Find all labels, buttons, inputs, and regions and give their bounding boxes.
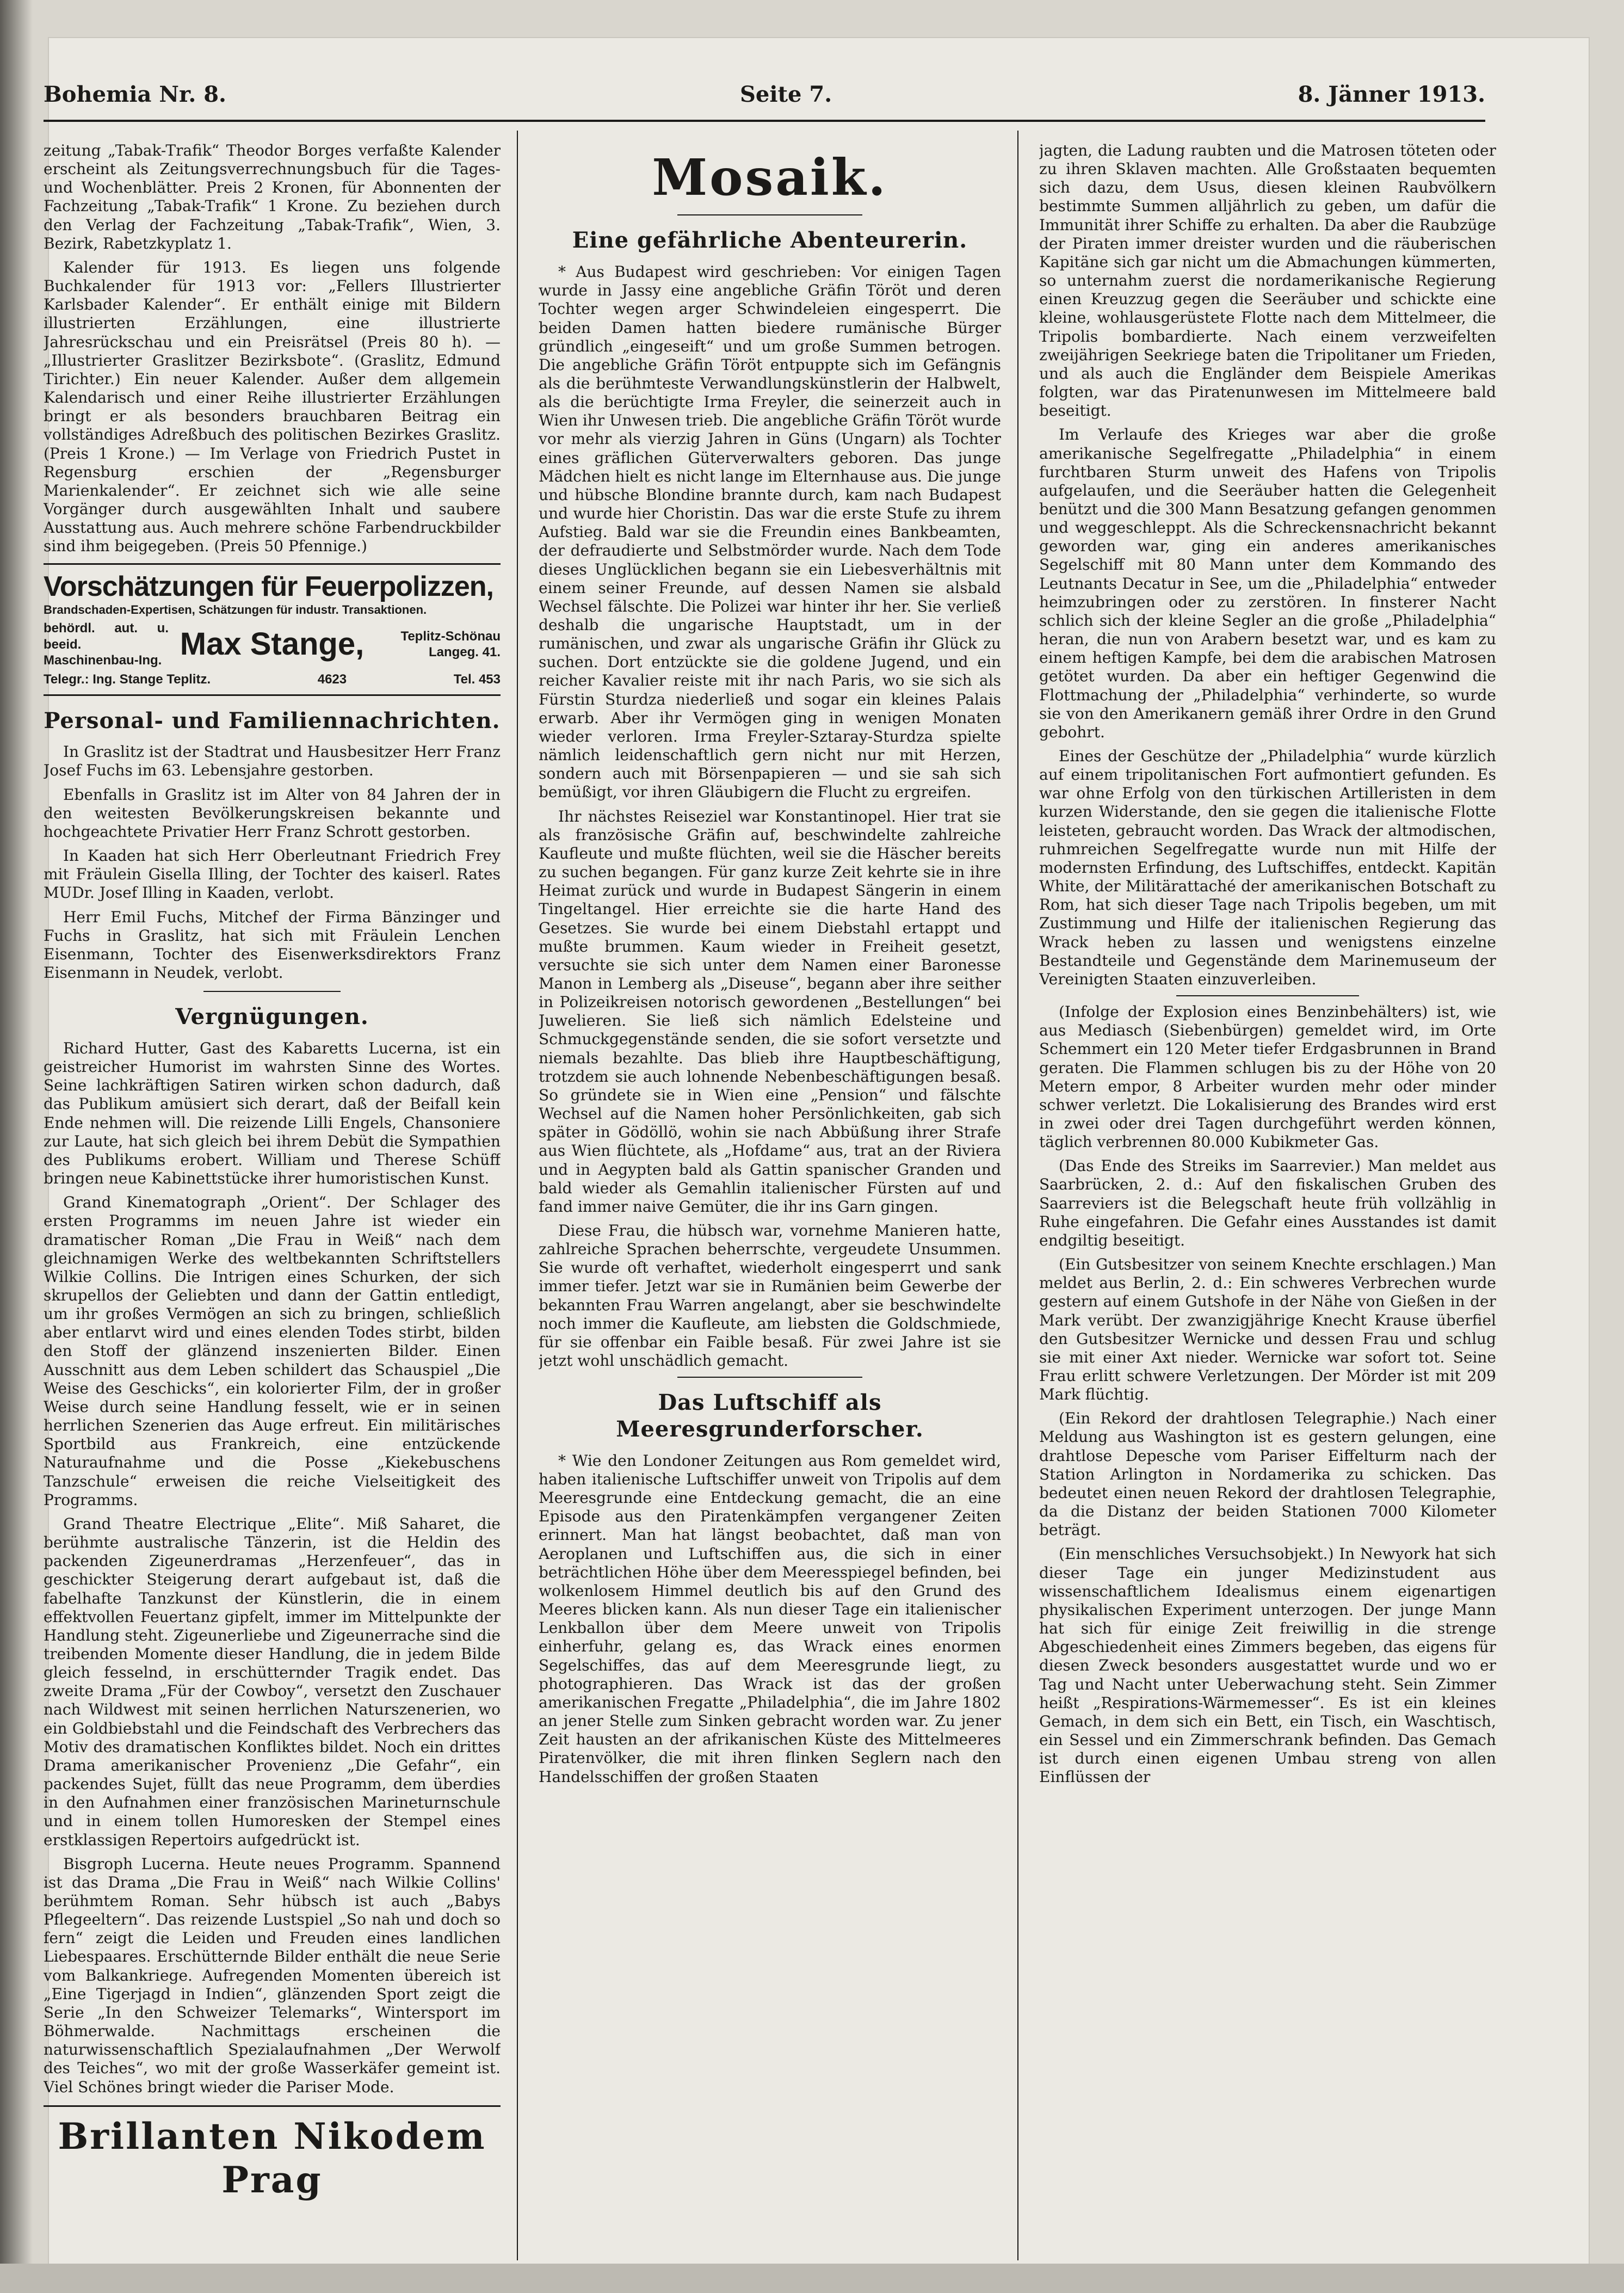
article-rule [1176,995,1359,996]
ad-feuer-number: 4623 [317,672,347,687]
article-paragraph: Ihr nächstes Reiseziel war Konstantinopel. Hier trat sie als französische Gräfin auf, beschwindelte zahlreiche Kaufleute und mußte flüchten, weil sie die Häscher bereits zu suchen begangen. Für ganz kurze Zeit kehrte sie in ihre Heimat zurück und wurde in Budapest Sängerin in einem Tingeltangel. Hier erreichte sie die harte Hand des Gesetzes. Sie wurde bei einem Diebstahl ertappt und mußte brummen. Kaum wieder in Freiheit gesetzt, versuchte sie sich unter dem Namen einer Baronesse Manon in Lemberg als „Diseuse“, begann aber ihre seither in Polizeikreisen notorisch gewordenen „Bestellungen“ bei Juwelieren. Sie ließ sich nämlich Edelsteine und Schmuckgegenstände senden, die sie sofort versetzte und niemals bezahlte. Das blieb ihre Hauptbeschäftigung, trotzdem sie auch lohnende Nebenbeschäftigungen besaß. So gründete sie in Wien eine „Pension“ und fälschte Wechsel auf die Namen hoher Persönlichkeiten, gab sich später in Gödöllö, wohin sie nach Abbüßung ihrer Strafe aus Wien flüchtete, als „Hofdame“ aus, trat an der Riviera und in Aegypten bald als Gattin spanischer Granden und bald wieder als Gemahlin italienischer Fürsten auf und fand immer naive Gemüter, die ihr ins Garn gingen. [539,807,1001,1216]
personal-item: In Kaaden hat sich Herr Oberleutnant Friedrich Frey mit Fräulein Gisella Illing, der Tochter des kaiserl. Rates MUDr. Josef Illing in Kaaden, verlobt. [44,847,501,902]
header-page-number: Seite 7. [740,82,832,107]
article-paragraph: Im Verlaufe des Krieges war aber die große amerikanische Segelfregatte „Philadelphia“ in einem furchtbaren Sturm unweit des Hafens von Tripolis aufgelaufen, und die Seeräuber hatten die Gelegenheit benützt und die 300 Mann Besatzung gefangen genommen und weggeschleppt. Als die Schreckensnachricht bekannt geworden war, ging ein anderes amerikanisches Segelschiff mit 80 Mann unter dem Kommando des Leutnants Decatur in See, um die „Philadelphia“ entweder heimzubringen oder zu zerstören. In finsterer Nacht schlich sich der kleine Segler an die große „Philadelphia“ heran, die nun von Arabern besetzt war, und es kam zu einem heftigen Kampfe, bei dem die arabischen Matrosen getötet wurden. Da aber ein heftiger Gegenwind die Flottmachung der „Philadelphia“ verhinderte, so wurde sie von den Amerikanern gemäß ihrer Ordre in den Grund gebohrt. [1039,426,1496,741]
title-rule [677,214,862,215]
ad-feuer-row1 [44,620,501,668]
header-date: 8. Jänner 1913. [1298,82,1485,107]
article-paragraph: * Aus Budapest wird geschrieben: Vor einigen Tagen wurde in Jassy eine angebliche Gräfin Töröt und deren Tochter wegen arger Schwindeleien eingesperrt. Die beiden Damen hatten biedere rumänische Bürger gründlich „eingeseift“ und um große Summen betrogen. Die angebliche Gräfin Töröt entpuppte sich im Gefängnis als die berühmteste Verwandlungskünstlerin der Halbwelt, als die berüchtigte Irma Freyler, die seinerzeit auch in Wien ihr Unwesen trieb. Die angebliche Gräfin Töröt wurde vor mehr als vierzig Jahren in Güns (Ungarn) als Tochter eines gräflichen Güterverwalters geboren. Das junge Mädchen hielt es nicht lange im Elternhause aus. Die junge und hübsche Blondine brannte durch, kam nach Budapest und wurde hier Choristin. Das war die erste Stufe zu ihrem Aufstieg. Bald war sie die Freundin eines Bankbeamten, der defraudierte und Selbstmörder wurde. Nach dem Tode dieses Unglücklichen begann sie ein Liebesverhältnis mit einem seiner Freunde, auf dessen Namen sie alsbald Wechsel fälschte. Die Polizei war hinter ihr her. Sie verließ deshalb die ungarische Hauptstadt, um in der rumänischen, und zwar als ungarische Gräfin ihr Glück zu suchen. Dort entzückte sie die goldene Jugend, und ein reicher Kavalier reiste mit ihr nach Paris, wo sie sich als Fürstin Sturdza niederließ und sogar ein kleines Palais erwarb. Aber ihr Vermögen ging in wenigen Monaten wieder verloren. Irma Freyler-Sztaray-Sturdza spielte nämlich leidenschaftlich gern nicht nur mit Herzen, sondern auch mit Börsenpapieren — und sie sah sich bemüßigt, vor ihren Gläubigern die Flucht zu ergreifen. [539,263,1001,802]
ad-feuer-title: Vorschätzungen für Feuerpolizzen, [44,571,494,603]
article-paragraph: jagten, die Ladung raubten und die Matrosen töteten oder zu ihren Sklaven machten. Alle Großstaaten bequemten sich dazu, dem Usus, diesen kleinen Raubvölkern bestimmte Summen alljährlich zu geben, um dafür die Immunität ihrer Schiffe zu erhalten. Da aber die Raubzüge der Piraten immer dreister wurden und die räuberischen Kapitäne sich gar nicht um die Abmachungen kümmerten, so unternahm zuerst die nordamerikanische Regierung einen Kreuzzug gegen die Seeräuber und schickte eine kleine, wohlausgerüstete Flotte nach dem Mittelmeer, die Tripolis bombardierte. Nach einem verzweifelten zweijährigen Seekriege baten die Tripolitaner um Frieden, und als auch die Engländer dem Beispiele Amerikas folgten, war das Piratenunwesen im Mittelmeere bald beseitigt. [1039,141,1496,420]
vergnuegung-item: Richard Hutter, Gast des Kabaretts Lucerna, ist ein geistreicher Humorist im wahrsten Sinne des Wortes. Seine lachkräftigen Satiren wirken schon dadurch, daß das Publikum amüsiert sich derart, daß der Beifall kein Ende nehmen will. Die reizende Lilli Engels, Chansoniere zur Laute, hat sich gleich bei ihrem Debüt die Sympathien des Publikums erobert. William und Therese Schüff bringen neue Kabinettstücke ihrer humoristischen Kunst. [44,1039,501,1188]
ad-brillanten: Brillanten Nikodem Prag [44,2105,501,2202]
column-divider [1017,131,1018,2260]
section-title-vergnuegungen: Vergnügungen. [175,1004,369,1030]
personal-item: Herr Emil Fuchs, Mitchef der Firma Bänzinger und Fuchs in Graslitz, hat sich mit Fräulein Lenchen Eisenmann, Tochter des Eisenwerksdirektors Franz Eisenmann in Neudek, verlobt. [44,908,501,982]
page-gutter-shadow [0,0,33,2293]
news-note: (Ein Rekord der drahtlosen Telegraphie.) Nach einer Meldung aus Washington ist es gestern gelungen, eine drahtlose Depesche vom Pariser Eiffelturm nach der Station Arlington in Nordamerika zu schicken. Das bedeutet einen neuen Rekord der drahtlosen Telegraphie, da die Distanz der beiden Stationen 7000 Kilometer beträgt. [1039,1409,1496,1539]
ad-feuer-telegram: Telegr.: Ing. Stange Teplitz. [44,672,211,687]
article-title-abenteurerin: Eine gefährliche Abenteurerin. [572,227,968,254]
ad-feuer-phone: Tel. 453 [453,672,501,687]
header-rule [44,120,1485,122]
ad-feuer-address: Teplitz-Schönau Langeg. 41. [400,629,501,660]
ad-feuer-row2 [44,671,501,687]
tabak-kalender-text: zeitung „Tabak-Trafik“ Theodor Borges verfaßte Kalender erscheint als Zeitungsverrechnungsbuch für die Tages- und Wochenblätter. Preis 2 Kronen, für Abonnenten der Fachzeitung „Tabak-Trafik“ 1 Krone. Zu beziehen durch den Verlag der Fachzeitung „Tabak-Trafik“, Wien, 3. Bezirk, Rabetzkyplatz 1. [44,141,501,252]
vergnuegung-item: Bisgroph Lucerna. Heute neues Programm. Spannend ist das Drama „Die Frau in Weiß“ nach Wilkie Collins' berühmtem Roman. Sehr hübsch ist auch „Babys Pflegeeltern“. Das reizende Lustspiel „So nah und doch so fern“ zeigt die Leiden und Freuden eines landlichen Liebespaares. Erschütternde Bilder enthält die neue Serie vom Balkankriege. Aufregenden Momenten übereich ist „Eine Tigerjagd in Indien“, glänzenden Sport zeigt die Serie „In den Schweizer Telemarks“, Wintersport im Böhmerwalde. Nachmittags erscheinen die naturwissenschaftlich Spezialaufnahmen „Der Werwolf des Teiches“, wo mit der große Wasserkäfer gemeint ist. Viel Schönes bringt wieder die Pariser Mode. [44,1854,501,2096]
column-left [44,141,501,2271]
section-title-personal: Personal- und Familiennachrichten. [44,707,501,733]
article-paragraph: * Wie den Londoner Zeitungen aus Rom gemeldet wird, haben italienische Luftschiffer unweit von Tripolis auf dem Meeresgrunde eine Entdeckung gemacht, die an eine Episode aus den Piratenkämpfen vergangener Zeiten erinnert. Man hat längst beobachtet, daß man von Aeroplanen und Luftschiffen aus, die sich in einer beträchtlichen Höhe über dem Meeresspiegel befinden, bei wolkenlosem Himmel deutlich bis auf den Grund des Meeres blicken kann. Als nun dieser Tage ein italienischer Lenkballon über dem Meere unweit von Tripolis einherfuhr, gelang es, das Wrack eines enormen Segelschiffes, das auf dem Meeresgrunde liegt, zu photographieren. Das Wrack ist das der großen amerikanischen Fregatte „Philadelphia“, die im Jahre 1802 an jener Stelle zum Sinken gebracht worden war. Zu jener Zeit hausten an der afrikanischen Küste des Mittelmeeres Piratenvölker, die mit ihren flinken Seglern nach den Handelsschiffen der großen Staaten [539,1451,1001,1786]
column-right [1039,141,1496,2271]
news-note: (Ein Gutsbesitzer von seinem Knechte erschlagen.) Man meldet aus Berlin, 2. d.: Ein schweres Verbrechen wurde gestern auf einem Gutshofe in der Nähe von Gießen in der Mark verübt. Der zwanzigjährige Knecht Krause überfiel den Gutsbesitzer Wernicke und dessen Frau und schlug sie mit einer Axt nieder. Wernicke war sofort tot. Seine Frau erlitt schwere Verletzungen. Der Mörder ist mit 209 Mark flüchtig. [1039,1255,1496,1404]
article-paragraph: Diese Frau, die hübsch war, vornehme Manieren hatte, zahlreiche Sprachen beherrschte, vergeudete Unsummen. Sie wurde oft verhaftet, wiederholt eingesperrt und sank immer tiefer. Jetzt war sie in Rumänien beim Gewerbe der bekannten Frau Warren angelangt, aber sie beschwindelte noch immer die Kaufleute, am liebsten die Goldschmiede, für sie offenbar ein Faible besaß. Für zwei Jahre ist sie jetzt wohl unschädlich gemacht. [539,1222,1001,1370]
mosaik-title: Mosaik. [652,148,888,207]
vergnuegung-item: Grand Theatre Electrique „Elite“. Miß Saharet, die berühmte australische Tänzerin, ist die Heldin des packenden Zigeunerdramas „Herzenfeuer“, das in geschickter Steigerung derart aufgebaut ist, daß die fabelhafte Tanzkunst der Künstlerin, die in einem effektvollen Feuertanz gipfelt, immer im Mittelpunkte der Handlung steht. Zigeunerliebe und Zigeunerrache sind die treibenden Momente dieser Handlung, die in jedem Bilde gleich fesselnd, in erschütternder Tragik endet. Das zweite Drama „Für der Cowboy“, versetzt den Zuschauer nach Wildwest mit seinen herrlichen Naturszenerien, wo ein Goldbiebstahl und die Feindschaft des Verbrechers das Motiv des dramatischen Konfliktes bildet. Noch ein drittes Drama amerikanischer Provenienz „Die Gefahr“, ein packendes Sujet, füllt das neue Programm, dem überdies in den Aufnahmen einer französischen Marineturnschule und in einem tollen Humoresken der Stempel eines erstklassigen Repertoirs aufgedrückt ist. [44,1514,501,1849]
ad-feuer-subtitle: Brandschaden-Expertisen, Schätzungen für industr. Transaktionen. [44,602,427,617]
header-issue: Bohemia Nr. 8. [44,82,226,107]
column-divider [517,131,518,2260]
ad-feuer-qualification: behördl. aut. u. beeid. Maschinenbau-Ing. [44,621,169,668]
news-note: (Das Ende des Streiks im Saarrevier.) Man meldet aus Saarbrücken, 2. d.: Auf den fiskalischen Gruben des Saarreviers ist die Belegschaft heute früh vollzählig in Ruhe eingefahren. Die Gefahr eines Ausstandes ist damit endgiltig beseitigt. [1039,1157,1496,1249]
personal-item: In Graslitz ist der Stadtrat und Hausbesitzer Herr Franz Josef Fuchs im 63. Lebensjahre gestorben. [44,743,501,780]
news-note: (Infolge der Explosion eines Benzinbehälters) ist, wie aus Mediasch (Siebenbürgen) gemeldet wird, im Orte Schemmert ein 120 Meter tiefer Erdgasbrunnen in Brand geraten. Die Flammen schlugen bis zu der Höhe von 20 Metern empor, 8 Arbeiter wurden mehr oder minder schwer verletzt. Die Lokalisierung des Brandes wird erst in zwei oder drei Tagen durchgeführt werden können, täglich verbrennen 80.000 Kubikmeter Gas. [1039,1003,1496,1151]
ad-feuer-name: Max Stange, [180,626,365,662]
ad-feuerpolizzen [44,563,501,695]
article-paragraph: Eines der Geschütze der „Philadelphia“ wurde kürzlich auf einem tripolitanischen Fort aufmontiert gefunden. Es war ohne Erfolg von den türkischen Artilleristen in dem kurzen Widerstande, den sie gegen die italienische Flotte leisteten, gebraucht worden. Das Wrack der altmodischen, ruhmreichen Segelfregatte wurde nun mit Hilfe der modernsten Erfindung, des Luftschiffes, entdeckt. Kapitän White, der Militärattaché der amerikanischen Botschaft zu Rom, hat sich dieser Tage nach Tripolis begeben, um mit Zustimmung und Hilfe der italienischen Regierung das Wrack heben zu lassen und wenigstens einzelne Bestandteile und Gegenstände dem Marinemuseum der Vereinigten Staaten einzuverleiben. [1039,747,1496,988]
kalender-1913-text: Kalender für 1913. Es liegen uns folgende Buchkalender für 1913 vor: „Fellers Illustrierter Karlsbader Kalender“. Er enthält einige mit Bildern illustrierten Erzählungen, eine illustrierte Jahresrückschau und ein Preisrätsel (Preis 80 h). — „Illustrierter Graslitzer Bezirksbote“. (Graslitz, Edmund Tirichter.) Ein neuer Kalender. Außer dem allgemein Kalendarisch und einer Reihe illustrierter Erzählungen bringt er als besonders brauchbaren Beitrag ein vollständiges Adreßbuch des politischen Bezirkes Graslitz. (Preis 1 Krone.) — Im Verlage von Friedrich Pustet in Regensburg erschien der „Regensburger Marienkalender“. Er zeichnet sich wie alle seine Vorgänger durch ausgewählten Inhalt und saubere Ausstattung aus. Auch mehrere schöne Farbendruckbilder sind ihm beigegeben. (Preis 50 Pfennige.) [44,258,501,556]
article-title-luftschiff: Das Luftschiff als Meeresgrunderforscher. [616,1390,924,1443]
column-middle [539,141,1001,2271]
news-note: (Ein menschliches Versuchsobjekt.) In Newyork hat sich dieser Tage ein junger Medizinstudent aus wissenschaftlichem Idealismus einem eigenartigen physikalischen Experiment unterzogen. Der junge Mann hat sich für einige Zeit freiwillig in die strenge Abgeschiedenheit eines Zimmers begeben, das eigens für diesen Zweck besonders ausgestattet wurde und wo er Tag und Nacht unter Ueberwachung steht. Sein Zimmer heißt „Respirations-Wärmemesser“. Es ist ein kleines Gemach, in dem sich ein Bett, ein Tisch, ein Waschtisch, ein Sessel und ein Zimmerschrank befinden. Das Gemach ist durch einen eigenen Umbau streng von allen Einflüssen der [1039,1545,1496,1786]
running-head [44,82,1485,120]
personal-item: Ebenfalls in Graslitz ist im Alter von 84 Jahren der in den weitesten Bevölkerungskreisen bekannte und hochgeachtete Privatier Herr Franz Schrott gestorben. [44,785,501,841]
article-rule [677,1377,862,1378]
section-rule [203,991,341,992]
vergnuegung-item: Grand Kinematograph „Orient“. Der Schlager des ersten Programms im neuen Jahre ist wieder ein dramatischer Roman „Die Frau in Weiß“ nach dem gleichnamigen Werke des weltbekannten Schriftstellers Wilkie Collins. Die Intrigen eines Schurken, der sich skrupellos der Geliebten und dann der Gattin entledigt, um ihr großes Vermögen an sich zu bringen, schließlich aber entlarvt wird und eines elenden Todes stirbt, bilden den Stoff der glänzend inszenierten Bilder. Einen Ausschnitt aus dem Leben schildert das Schauspiel „Die Weise des Geschicks“, ein kolorierter Film, der in großer Weise durch seine Handlung fesselt, wie er in seinen herrlichen Szenerien das Auge erfreut. Ein militärisches Sportbild aus Frankreich, eine entzückende Naturaufnahme und die Posse „Kiekebuschens Tanzschule“ erweisen die reiche Vielseitigkeit des Programms. [44,1193,501,1509]
